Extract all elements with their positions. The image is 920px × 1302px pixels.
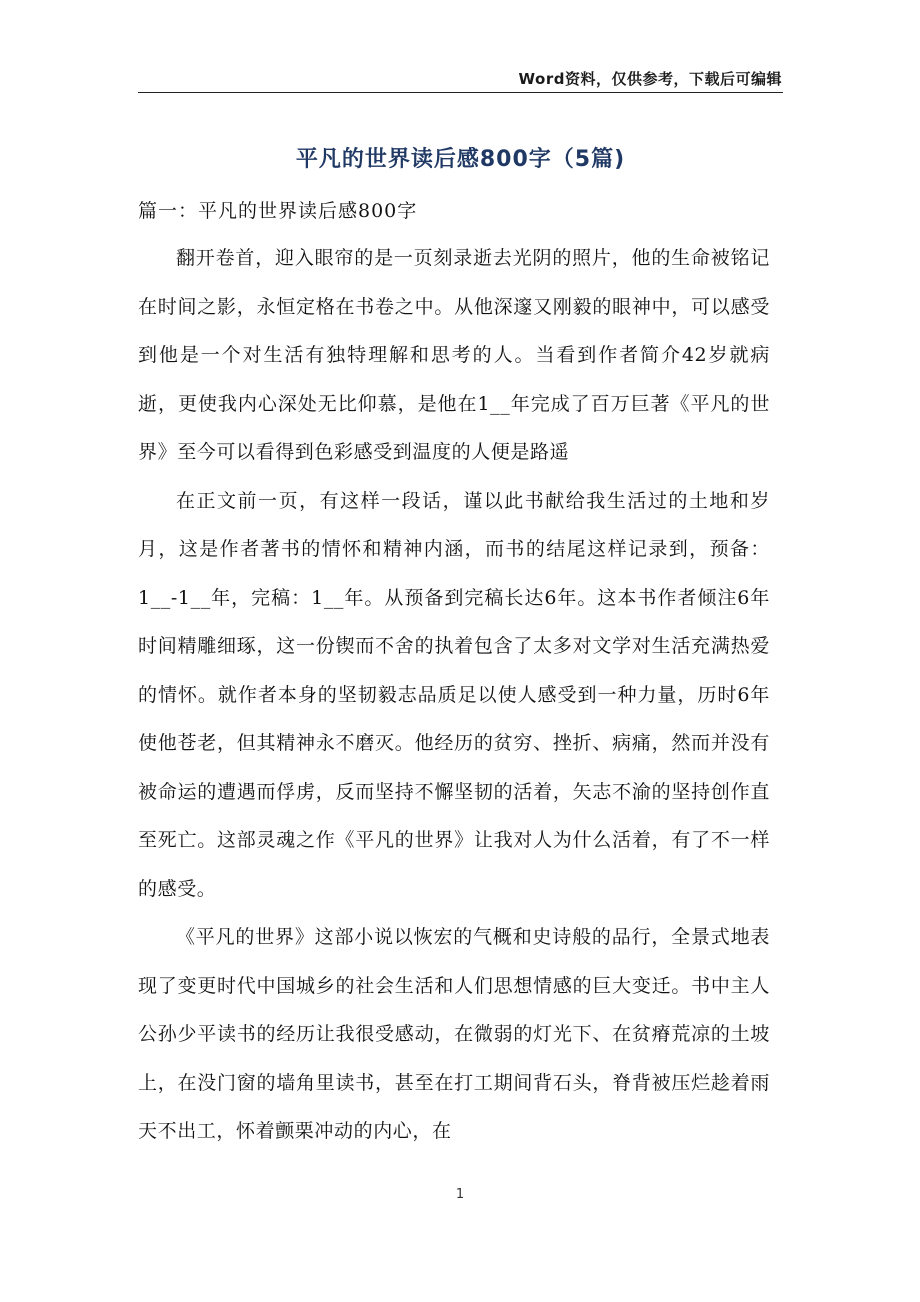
header-divider [138, 92, 783, 93]
paragraph: 翻开卷首，迎入眼帘的是一页刻录逝去光阴的照片，他的生命被铭记在时间之影，永恒定格在书卷之中。从他深邃又刚毅的眼神中，可以感受到他是一个对生活有独特理解和思考的人。当看到作者简介42岁就病逝，更使我内心深处无比仰慕，是他在1__年完成了百万巨著《平凡的世界》至今可以看得到色彩感受到温度的人便是路遥 [138, 247, 770, 463]
page-number: 1 [455, 1187, 465, 1202]
article-heading: 篇一：平凡的世界读后感800字 [138, 200, 418, 222]
header-note: Word资料，仅供参考，下载后可编辑 [518, 70, 782, 88]
paragraph: 在正文前一页，有这样一段话，谨以此书献给我生活过的土地和岁月，这是作者著书的情怀和精神内涵，而书的结尾这样记录到，预备：1__-1__年，完稿：1__年。从预备到完稿长达6年。这本书作者倾注6年时间精雕细琢，这一份锲而不舍的执着包含了太多对文学对生活充满热爱的情怀。就作者本身的坚韧毅志品质足以使人感受到一种力量，历时6年使他苍老，但其精神永不磨灭。他经历的贫穷、挫折、病痛，然而并没有被命运的遭遇而俘虏，反而坚持不懈坚韧的活着，矢志不渝的坚持创作直至死亡。这部灵魂之作《平凡的世界》让我对人为什么活着，有了不一样的感受。 [138, 489, 770, 900]
paragraph: 《平凡的世界》这部小说以恢宏的气概和史诗般的品行，全景式地表现了变更时代中国城乡的社会生活和人们思想情感的巨大变迁。书中主人公孙少平读书的经历让我很受感动，在微弱的灯光下、在贫瘠荒凉的土坡上，在没门窗的墙角里读书，甚至在打工期间背石头，脊背被压烂趁着雨天不出工，怀着颤栗冲动的内心，在 [138, 926, 770, 1142]
document-title: 平凡的世界读后感800字（5篇) [295, 147, 626, 172]
article-body [138, 234, 770, 1156]
